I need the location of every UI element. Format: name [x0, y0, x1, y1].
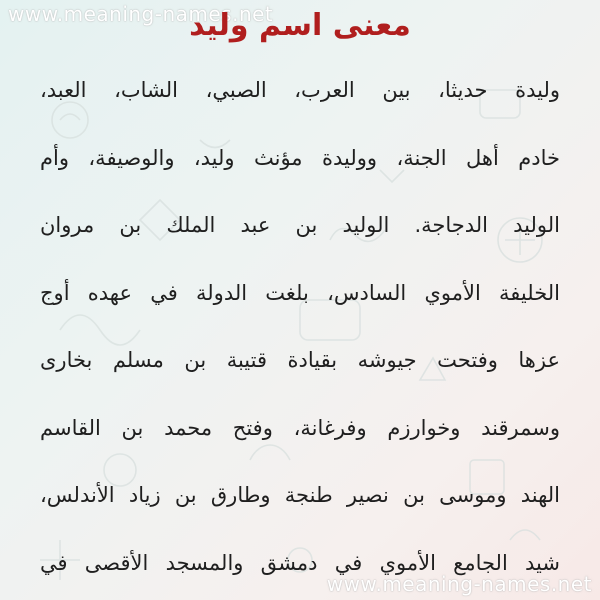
text-line: الوليد الدجاجة. الوليد بن عبد الملك بن مروان [40, 213, 560, 237]
page-title: معنى اسم وليد [189, 8, 411, 43]
site-watermark-bottom: www.meaning-names.net [326, 572, 592, 596]
text-line: الهند وموسى بن نصير طنجة وطارق بن زياد الأندلس، [40, 483, 560, 507]
site-watermark-top: www.meaning-names.net [8, 2, 274, 26]
text-line: الخليفة الأموي السادس، بلغت الدولة في عهده أوج [40, 280, 560, 305]
text-line: خادم أهل الجنة، ووليدة مؤنث وليد، والوصيفة، وأم [40, 145, 560, 170]
meaning-paragraph [40, 70, 560, 600]
text-line: عزها وفتحت جيوشه بقيادة قتيبة بن مسلم بخارى [40, 348, 560, 372]
text-line: وسمرقند وخوارزم وفرغانة، وفتح محمد بن القاسم [40, 415, 560, 440]
text-line: وليدة حديثا، بين العرب، الصبي، الشاب، العبد، [40, 78, 560, 102]
text-line: شيد الجامع الأموي في دمشق والمسجد الأقصى في [40, 550, 560, 575]
